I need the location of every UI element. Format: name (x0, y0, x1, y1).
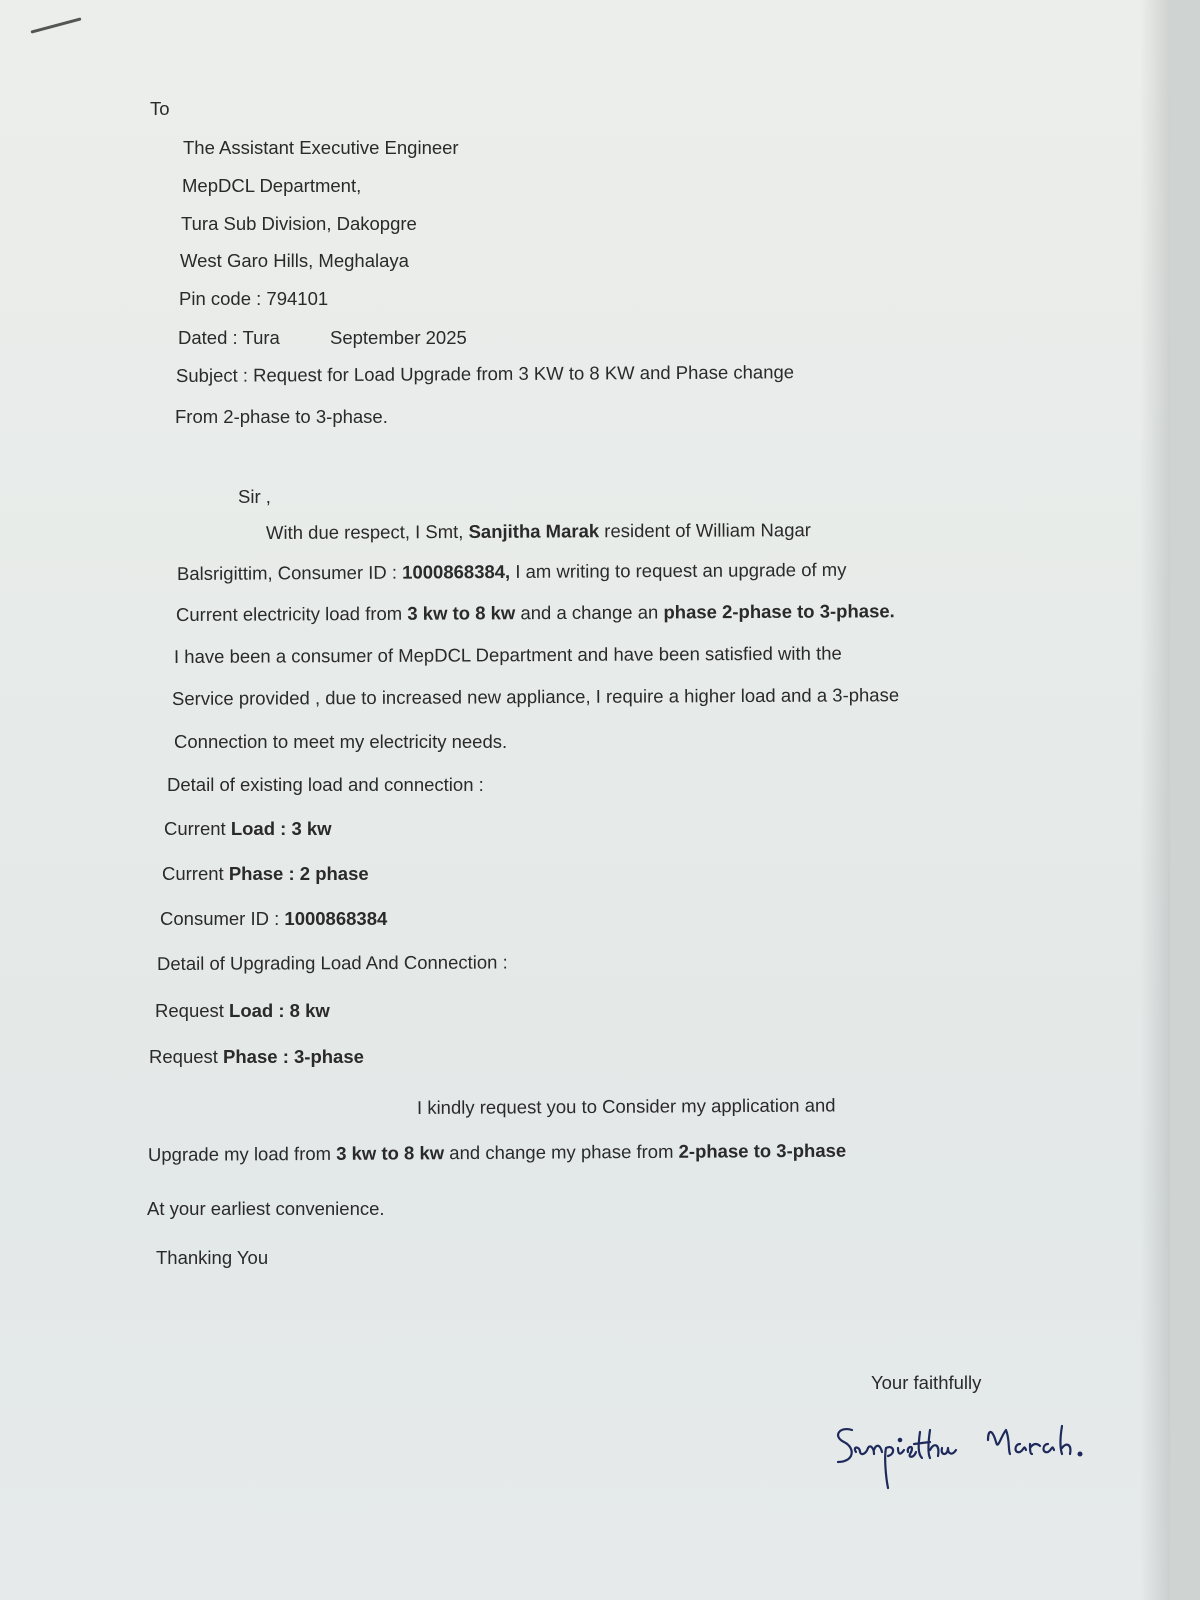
upgrade-phase (149, 1046, 364, 1068)
recipient-line-3: Tura Sub Division, Dakopgre (181, 213, 417, 234)
consumer-id-inline: 1000868384, (402, 560, 511, 583)
body-line-1-text: With due respect, I Smt, (265, 520, 469, 543)
body-line-3-text: Current electricity load from (175, 602, 408, 625)
recipient-line-2: MepDCL Department, (182, 175, 362, 196)
greeting: Sir , (238, 486, 271, 507)
body-line-2-end: I am writing to request an upgrade of my (510, 558, 847, 582)
existing-consumer-value: 1000868384 (284, 908, 388, 929)
existing-load-value: Load : 3 kw (230, 818, 332, 839)
recipient-line-4: West Garo Hills, Meghalaya (180, 250, 409, 271)
body-line-2 (177, 559, 847, 585)
body-line-5: Service provided , due to increased new appliance, I require a higher load and a 3-phase (171, 684, 900, 709)
body-line-3-mid: and a change an (515, 601, 664, 624)
existing-load (164, 818, 332, 840)
existing-phase-value: Phase : 2 phase (228, 863, 369, 884)
dated-label: Dated : Tura (178, 327, 280, 348)
existing-load-pre: Current (164, 818, 231, 839)
existing-consumer-id (160, 908, 387, 930)
recipient-line-1: The Assistant Executive Engineer (183, 137, 459, 158)
existing-consumer-pre: Consumer ID : (160, 908, 285, 929)
to-label: To (150, 98, 170, 119)
closing-line-1: I kindly request you to Consider my application and (416, 1094, 836, 1118)
body-line-3 (176, 600, 895, 626)
body-line-1-end: resident of William Nagar (599, 519, 811, 542)
body-line-1 (266, 519, 811, 544)
closing-line-2 (148, 1140, 846, 1166)
upgrade-heading: Detail of Upgrading Load And Connection : (156, 951, 508, 974)
yours-faithfully: Your faithfully (871, 1372, 982, 1393)
closing-phase-value: 2-phase to 3-phase (678, 1139, 847, 1162)
load-change-inline: 3 kw to 8 kw (407, 602, 516, 624)
upgrade-phase-value: Phase : 3-phase (223, 1046, 364, 1067)
closing-line-2-text: Upgrade my load from (147, 1142, 337, 1165)
closing-line-2-mid: and change my phase from (444, 1140, 679, 1164)
upgrade-load-value: Load : 8 kw (229, 1000, 330, 1021)
thanking-you: Thanking You (156, 1247, 269, 1268)
body-line-6: Connection to meet my electricity needs. (174, 731, 508, 752)
subject-line-1: Subject : Request for Load Upgrade from 3 KW to 8 KW and Phase change (175, 361, 795, 386)
existing-heading: Detail of existing load and connection : (167, 774, 484, 795)
upgrade-load (155, 1000, 330, 1022)
upgrade-phase-pre: Request (149, 1046, 224, 1067)
page-edge-shadow (1140, 0, 1170, 1600)
signature-image (830, 1418, 1110, 1508)
body-line-4: I have been a consumer of MepDCL Department and have been satisfied with the (173, 642, 842, 667)
existing-phase (162, 863, 369, 885)
phase-change-inline: phase 2-phase to 3-phase. (663, 600, 895, 623)
closing-load-value: 3 kw to 8 kw (336, 1142, 445, 1164)
upgrade-load-pre: Request (155, 1000, 230, 1021)
subject-line-2: From 2-phase to 3-phase. (175, 406, 388, 427)
pen-mark (30, 17, 81, 33)
body-line-2-text: Balsrigittim, Consumer ID : (176, 561, 403, 584)
existing-phase-pre: Current (162, 863, 229, 884)
dated-month: September 2025 (330, 327, 467, 348)
recipient-pin: Pin code : 794101 (179, 288, 329, 309)
closing-line-3: At your earliest convenience. (147, 1198, 385, 1219)
applicant-name: Sanjitha Marak (468, 520, 600, 542)
